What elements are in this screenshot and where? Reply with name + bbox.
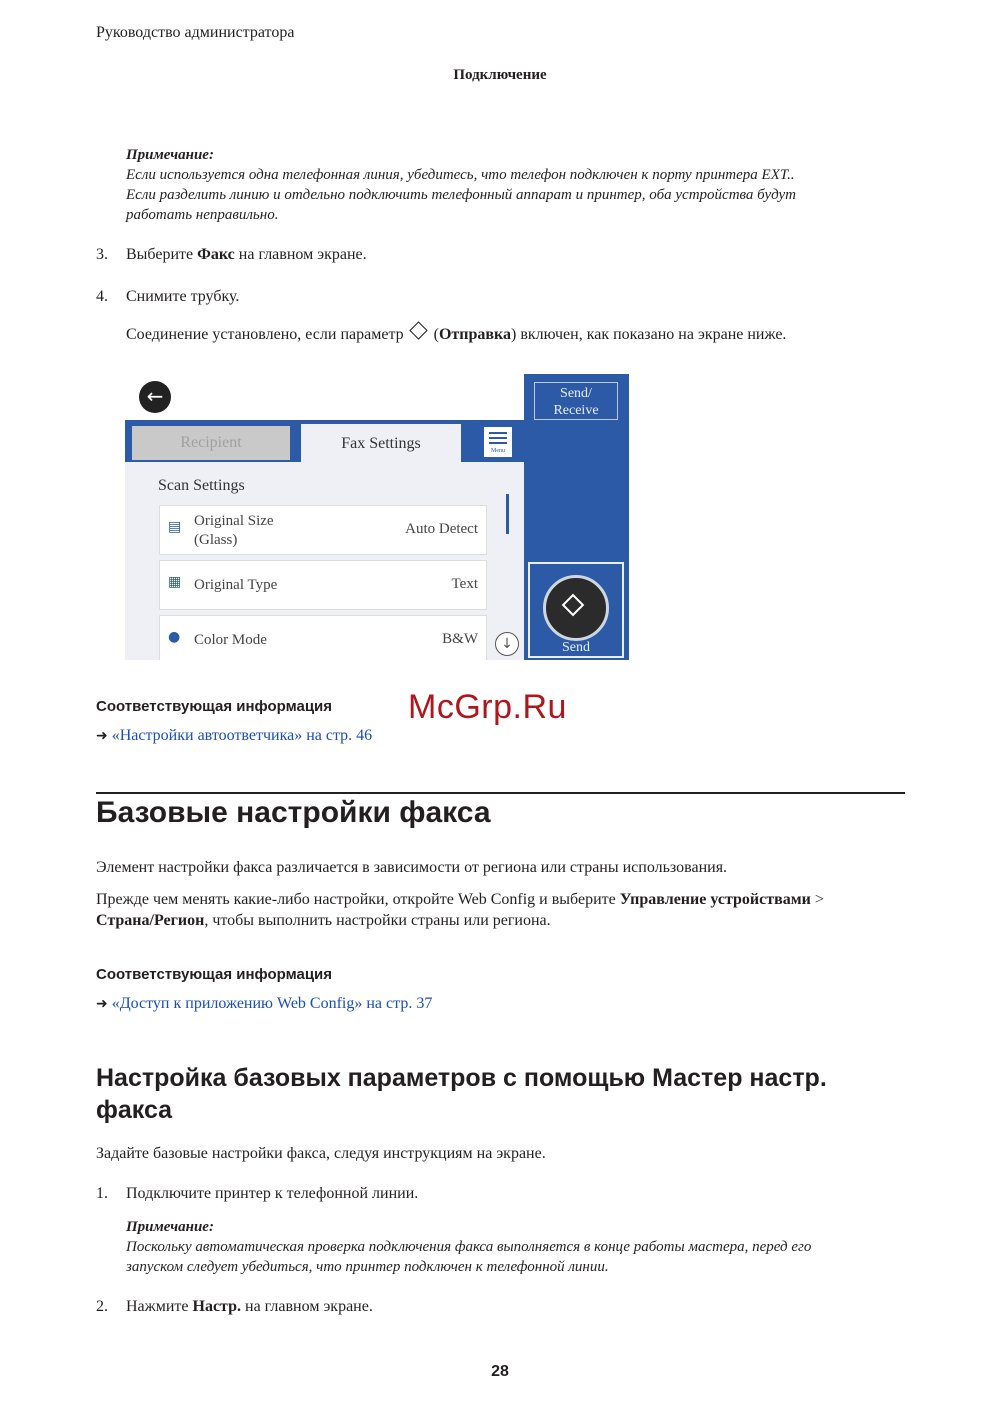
step-description: Соединение установлено, если параметр (Отправка) включен, как показано на экране ниже. [126,326,786,344]
menu-line [489,432,507,434]
step-text-part: Выберите [126,246,198,263]
note-title: Примечание: [126,147,214,163]
setting-value: B&W [442,631,478,647]
step-number: 2. [96,1298,108,1315]
arrow-right-icon: ➜ [96,996,108,1012]
heading-fax-wizard: Настройка базовых параметров с помощью Мастер настр. факса [96,1064,827,1124]
watermark: McGrp.Ru [408,688,567,726]
page-number: 28 [491,1363,509,1380]
note-line: запуском следует убедиться, что принтер подключен к телефонной линии. [126,1259,609,1275]
menu-label: Menu [491,448,505,454]
tab-recipient[interactable]: Recipient [132,426,290,460]
send-receive-label: Receive [553,403,599,418]
back-arrow-icon[interactable]: ← [139,381,171,413]
related-info-heading: Соответствующая информация [96,698,333,715]
paragraph-part: , чтобы выполнить настройки страны или региона. [204,912,551,929]
setting-label: Original Size [194,513,274,529]
heading-basic-fax-settings: Базовые настройки факса [96,796,491,829]
setting-row-original-size[interactable] [159,505,487,555]
step-number: 3. [96,246,108,263]
paragraph-part: Прежде чем менять какие-либо настройки, откройте Web Config и выберите [96,891,620,908]
setting-label: Color Mode [194,632,267,648]
setting-row-original-type[interactable] [159,560,487,610]
paragraph-line [96,910,906,931]
scroll-down-icon[interactable]: ↓ [495,632,519,656]
menu-line [489,442,507,444]
arrow-right-icon: ➜ [96,728,108,744]
paragraph-part: > [810,891,824,908]
send-icon [409,321,427,339]
tab-fax-settings[interactable]: Fax Settings [301,424,461,462]
document-title: Руководство администратора [96,24,295,41]
step-text [126,1298,373,1316]
menu-icon[interactable] [483,426,513,458]
related-link[interactable] [96,727,372,745]
send-receive-button[interactable] [534,382,618,420]
setting-label: (Glass) [194,532,238,548]
scan-settings-label: Scan Settings [158,477,245,494]
step-number: 1. [96,1185,108,1202]
related-info-heading: Соответствующая информация [96,966,333,983]
step-text-part: на главном экране. [234,246,367,263]
color-mode-icon: ● [168,629,181,645]
note-line: Если используется одна телефонная линия, убедитесь, что телефон подключен к порту принтера EXT.. [126,167,795,183]
section-title: Подключение [453,67,547,83]
note-title: Примечание: [126,1219,214,1235]
note-line: Поскольку автоматическая проверка подключения факса выполняется в конце работы мастера, перед его [126,1239,812,1255]
original-type-icon: ▦ [168,574,182,590]
paragraph: Задайте базовые настройки факса, следуя инструкциям на экране. [96,1145,546,1162]
original-size-icon: ▤ [168,519,182,535]
related-link-text[interactable]: «Настройки автоответчика» на стр. 46 [111,727,373,744]
step-bold: Факс [197,246,235,263]
desc-bold: Отправка [438,326,511,343]
step-text-part: Нажмите [126,1298,193,1315]
step-number: 4. [96,288,108,305]
related-link[interactable] [96,995,432,1013]
paragraph-bold: Страна/Регион [96,912,205,929]
paragraph-line [96,889,906,910]
step-text: Подключите принтер к телефонной линии. [126,1185,419,1202]
related-link-text[interactable]: «Доступ к приложению Web Config» на стр. 37 [111,995,433,1012]
step-text-part: на главном экране. [241,1298,373,1315]
setting-label: Original Type [194,577,278,593]
step-text: Снимите трубку. [126,288,240,305]
note-line: Если разделить линию и отдельно подключить телефонный аппарат и принтер, оба устройства будут [126,187,797,203]
note-block [126,145,906,225]
note-block [126,1217,906,1277]
menu-line [489,437,507,439]
desc-part: Соединение установлено, если параметр [126,326,408,343]
printer-screen-image [125,374,629,660]
desc-part: ) включен, как показано на экране ниже. [511,326,787,343]
setting-value: Auto Detect [405,521,478,537]
send-label: Send [562,640,590,655]
scrollbar[interactable] [506,494,509,534]
paragraph-bold: Управление устройствами [619,891,811,908]
section-divider [96,792,905,794]
send-receive-label: Send/ [560,386,592,401]
setting-row-color-mode[interactable] [159,615,487,660]
paragraph: Элемент настройки факса различается в зависимости от региона или страны использования. [96,859,728,876]
step-bold: Настр. [192,1298,241,1315]
paragraph [96,889,906,931]
step-text [126,246,367,264]
setting-value: Text [451,576,478,592]
note-line: работать неправильно. [126,207,279,223]
